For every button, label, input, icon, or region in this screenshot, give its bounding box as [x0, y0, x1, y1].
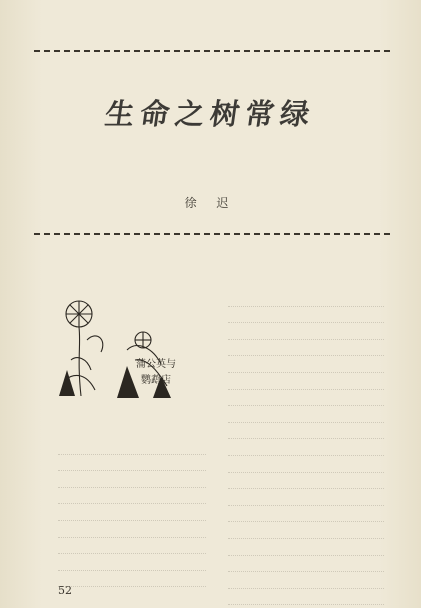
article-title: 生命之树常绿 — [102, 97, 318, 131]
body-text-line — [228, 390, 384, 407]
body-text-line — [58, 471, 206, 488]
bottom-divider — [34, 233, 390, 235]
body-text-line — [58, 504, 206, 521]
body-text-line — [58, 521, 206, 538]
caption-line-1: 蒲公英与 — [136, 359, 176, 370]
right-text-column — [228, 290, 384, 605]
body-text-line — [228, 290, 384, 307]
body-text-line — [228, 423, 384, 440]
body-text-line — [228, 307, 384, 324]
body-text-line — [228, 473, 384, 490]
body-text-line — [228, 406, 384, 423]
body-text-line — [228, 340, 384, 357]
body-text-line — [228, 589, 384, 606]
body-text-line — [58, 554, 206, 571]
body-text-line — [228, 556, 384, 573]
body-text-line — [228, 439, 384, 456]
illustration-caption — [116, 357, 196, 389]
body-text-line — [58, 438, 206, 455]
body-text-line — [228, 456, 384, 473]
body-text-line — [58, 455, 206, 472]
page-number: 52 — [58, 584, 72, 597]
body-text-line — [58, 488, 206, 505]
body-text-line — [228, 522, 384, 539]
left-text-column — [58, 438, 206, 587]
author-byline: 徐 迟 — [184, 196, 237, 210]
body-text-line — [228, 373, 384, 390]
body-text-line — [228, 506, 384, 523]
body-text-line — [228, 323, 384, 340]
body-text-line — [228, 356, 384, 373]
body-text-line — [228, 539, 384, 556]
caption-line-2: 鹦鹉店 — [141, 375, 171, 386]
body-text-line — [228, 572, 384, 589]
body-text-line — [228, 489, 384, 506]
top-divider — [34, 50, 390, 52]
body-text-line — [58, 571, 206, 588]
body-text-line — [58, 538, 206, 555]
